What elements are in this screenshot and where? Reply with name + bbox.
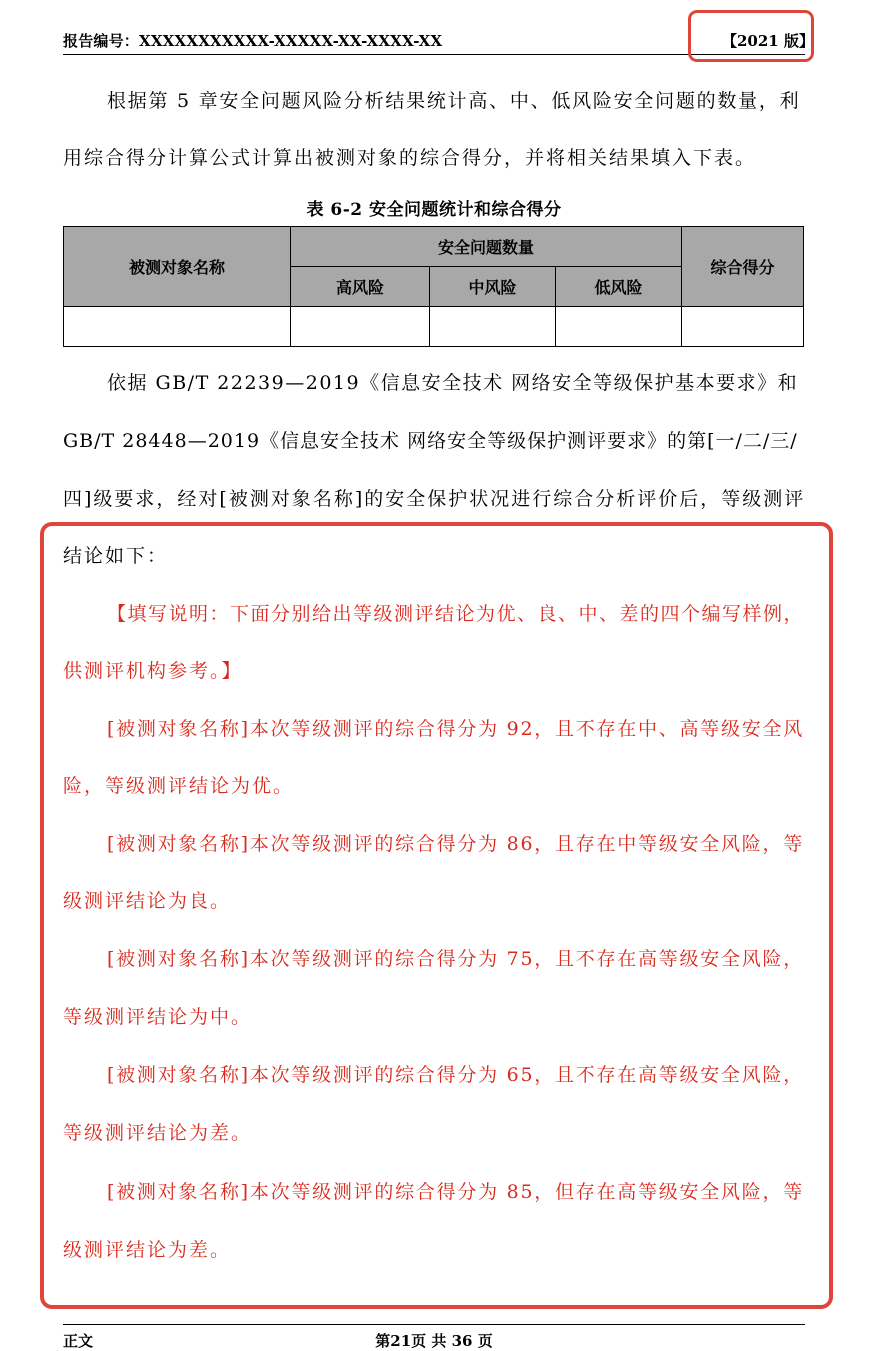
basis-line-1: 依据 GB/T 22239—2019《信息安全技术 网络安全等级保护基本要求》和 [107, 372, 799, 394]
example-1-line-1: [被测对象名称]本次等级测评的综合得分为 92，且不存在中、高等级安全风 [107, 718, 805, 740]
header-low-risk: 低风险 [556, 267, 682, 307]
note-line-1: 【填写说明：下面分别给出等级测评结论为优、良、中、差的四个编写样例， [107, 603, 805, 625]
table-cell [556, 307, 682, 347]
example-5-line-1: [被测对象名称]本次等级测评的综合得分为 85，但存在高等级安全风险，等 [107, 1181, 805, 1203]
example-2-line-2: 级测评结论为良。 [63, 890, 232, 912]
table-cell [430, 307, 556, 347]
intro-line-1: 根据第 5 章安全问题风险分析结果统计高、中、低风险安全问题的数量，利 [107, 90, 801, 112]
example-1-line-2: 险，等级测评结论为优。 [63, 775, 295, 797]
footer-section: 正文 [63, 1332, 94, 1350]
footer-page-info: 第21页 共 36 页 [375, 1332, 493, 1350]
basis-line-3: 四]级要求，经对[被测对象名称]的安全保护状况进行综合分析评价后，等级测评 [63, 488, 806, 510]
score-table [63, 226, 804, 347]
header-high-risk: 高风险 [291, 267, 430, 307]
example-5-line-2: 级测评结论为差。 [63, 1239, 232, 1261]
header-score: 综合得分 [682, 227, 804, 307]
example-4-line-2: 等级测评结论为差。 [63, 1122, 253, 1144]
basis-line-2: GB/T 28448—2019《信息安全技术 网络安全等级保护测评要求》的第[一/二/三/ [63, 430, 798, 452]
header-medium-risk: 中风险 [430, 267, 556, 307]
intro-line-2: 用综合得分计算公式计算出被测对象的综合得分，并将相关结果填入下表。 [63, 147, 757, 169]
note-line-2: 供测评机构参考。】 [63, 660, 243, 682]
footer-rule [63, 1324, 805, 1325]
edition-highlight-box [688, 10, 814, 62]
table-row [64, 307, 804, 347]
basis-line-4: 结论如下： [63, 545, 169, 567]
table-cell [64, 307, 291, 347]
example-2-line-1: [被测对象名称]本次等级测评的综合得分为 86，且存在中等级安全风险，等 [107, 833, 805, 855]
table-caption: 表 6-2 安全问题统计和综合得分 [306, 200, 562, 220]
header-issue-count: 安全问题数量 [291, 227, 682, 267]
example-3-line-2: 等级测评结论为中。 [63, 1006, 253, 1028]
example-3-line-1: [被测对象名称]本次等级测评的综合得分为 75，且不存在高等级安全风险， [107, 948, 805, 970]
table-cell [682, 307, 804, 347]
report-number: 报告编号：XXXXXXXXXXX-XXXXX-XX-XXXX-XX [63, 32, 443, 50]
table-cell [291, 307, 430, 347]
edition-label: 【2021 版】 [722, 32, 814, 50]
example-4-line-1: [被测对象名称]本次等级测评的综合得分为 65，且不存在高等级安全风险， [107, 1064, 805, 1086]
header-object-name: 被测对象名称 [64, 227, 291, 307]
